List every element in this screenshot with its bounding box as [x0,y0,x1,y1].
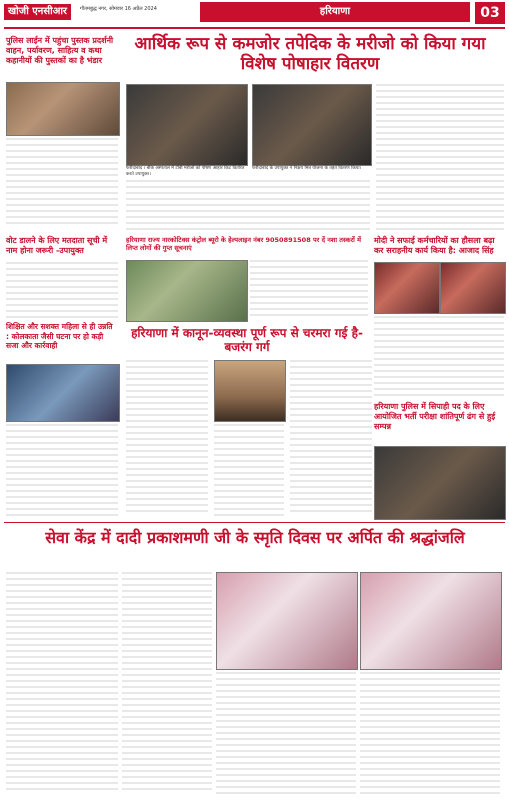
tribute-event-photo-1 [216,572,358,670]
education-story-headline: शिक्षित और सशक्त महिला से ही उन्नति : कोलकाता जैसी घटना पर हो कड़ी सजा और कार्रवाही [6,322,113,350]
sanitation-meeting-photo-1 [374,262,440,314]
bajrang-garg-portrait [214,360,286,422]
sanitation-meeting-photo-2 [440,262,506,314]
modi-story-headline: मोदी ने सफाई कर्मचारियों का हौसला बढ़ा कर सराहनीय कार्य किया है: आजाद सिंह [374,236,495,255]
lead-body-right [376,84,504,234]
police-recruitment-headline: हरियाणा पुलिस में सिपाही पद के लिए आयोजित भर्ती परीक्षा शांतिपूर्ण ढंग से हुई सम्पन्न [374,402,496,431]
police-library-photo [6,82,120,136]
education-story-body [6,424,118,516]
edition-meta: गौतमबुद्ध नगर, सोमवार 16 अप्रैल 2024 [80,6,157,12]
tribute-body-2 [122,572,212,794]
page-number: 03 [475,2,505,24]
lead-photo-right [252,84,372,166]
voter-story-body [6,262,118,318]
lead-caption-left: फरीदाबाद । बीके अस्पताल में टीबी मरीजों को पोषण आहार किट वितरित करते उपायुक्त। [126,166,245,177]
tribute-body-1 [6,572,118,794]
tribute-event-photo-2 [360,572,502,670]
tribute-headline: सेवा केंद्र में दादी प्रकाशमणी जी के स्मृति दिवस पर अर्पित की श्रद्धांजलि [45,528,465,547]
voter-story-headline: वोट डालने के लिए मतदाता सूची में नाम होना जरूरी -उपायुक्त [6,236,108,255]
lead-headline: आर्थिक रूप से कमजोर तपेदिक के मरीजो को किया गया विशेष पोषाहार वितरण [134,34,486,74]
header-rule [4,27,505,29]
law-order-body-2 [214,424,284,516]
law-order-body-1 [126,360,208,516]
lead-photo-left [126,84,248,166]
anti-drug-rally-photo [126,260,248,322]
modi-story-body [374,316,504,396]
narcotics-helpline-ticker: हरियाणा राज्य नारकोटिक्स कंट्रोल ब्यूरो के हेल्पलाइन नंबर 9050891508 पर दें नशा तस्करों में लिप्त लोगों की गुप्त सूचनाएं [126,236,361,252]
masthead [0,0,509,30]
lead-body-mid [126,180,370,230]
tribute-body-4 [360,672,500,794]
ticker-story-body [250,260,368,320]
newspaper-logo: खोजी एनसीआर [4,4,71,20]
police-story-body [6,138,118,228]
school-students-photo [6,364,120,422]
haryana-law-order-headline: हरियाणा में कानून-व्यवस्था पूर्ण रूप से चरमरा गई है- बजरंग गर्ग [131,326,363,354]
lead-caption-right: फरीदाबाद के उपायुक्त ने निक्षय मित्र योजना के तहत वितरण किया। [252,166,362,171]
tribute-body-3 [216,672,356,794]
police-story-headline: पुलिस लाईन में पहुंचा पुस्तक प्रदर्शनी वाहन, पर्यावरण, साहित्य व कथा कहानीयों की पुस्तकों का है भंडार [6,36,114,65]
section-title: हरियाणा [200,2,470,22]
law-order-body-3 [290,360,372,516]
police-recruitment-photo [374,446,506,520]
section-divider [4,522,505,523]
